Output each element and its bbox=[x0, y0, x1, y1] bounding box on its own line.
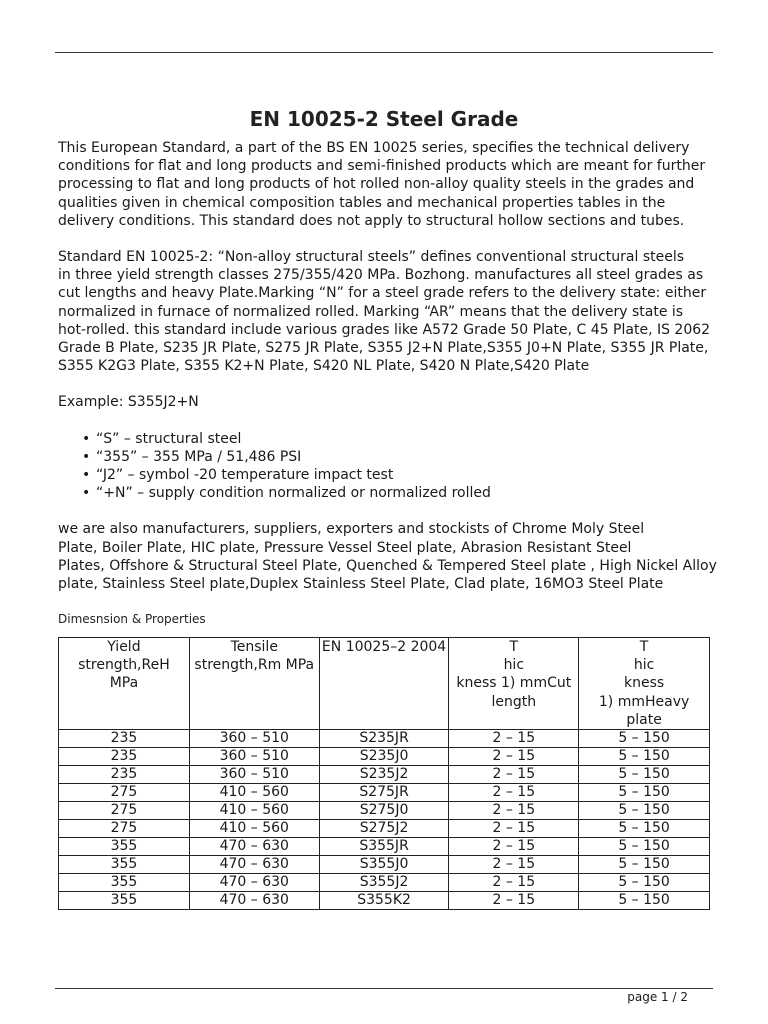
example-bullet-list bbox=[58, 430, 718, 503]
text-line: S355 K2G3 Plate, S355 K2+N Plate, S420 NL Plate, S420 N Plate,S420 Plate bbox=[58, 358, 590, 375]
table-cell: 2 – 15 bbox=[449, 766, 579, 784]
header-rule bbox=[55, 52, 713, 53]
table-row bbox=[59, 856, 710, 874]
table-header-row bbox=[59, 638, 710, 730]
page-number: page 1 / 2 bbox=[627, 990, 688, 1004]
header-line: hic bbox=[633, 657, 655, 674]
example-line: Example: S355J2+N bbox=[58, 394, 199, 411]
header-line: kness 1) mmCut bbox=[456, 675, 572, 692]
table-cell: 275 bbox=[59, 820, 190, 838]
table-cell: 235 bbox=[59, 748, 190, 766]
table-cell: 235 bbox=[59, 766, 190, 784]
column-header-thickness-cut-length bbox=[449, 638, 579, 730]
table-cell: S355J0 bbox=[319, 856, 449, 874]
table-cell: 410 – 560 bbox=[189, 802, 319, 820]
table-cell: 5 – 150 bbox=[579, 874, 710, 892]
text-line: in three yield strength classes 275/355/420 MPa. Bozhong. manufactures all steel grades as bbox=[58, 267, 704, 284]
header-line: 1) mmHeavy bbox=[598, 693, 690, 710]
text-line: processing to flat and long products of hot rolled non-alloy quality steels in the grades and bbox=[58, 176, 695, 193]
table-cell: 5 – 150 bbox=[579, 802, 710, 820]
table-cell: S275J0 bbox=[319, 802, 449, 820]
table-row bbox=[59, 820, 710, 838]
header-line: hic bbox=[503, 657, 525, 674]
list-item: • “355” – 355 MPa / 51,486 PSI bbox=[96, 448, 718, 466]
table-row bbox=[59, 748, 710, 766]
text-line: conditions for flat and long products and semi-finished products which are meant for further bbox=[58, 158, 706, 175]
list-item: • “S” – structural steel bbox=[96, 430, 718, 448]
table-row bbox=[59, 784, 710, 802]
header-line: Tensile bbox=[230, 639, 278, 655]
table-cell: 360 – 510 bbox=[189, 748, 319, 766]
text-line: plate, Stainless Steel plate,Duplex Stainless Steel Plate, Clad plate, 16MO3 Steel Plate bbox=[58, 576, 664, 593]
table-cell: 5 – 150 bbox=[579, 784, 710, 802]
table-cell: 2 – 15 bbox=[449, 802, 579, 820]
header-line: T bbox=[509, 639, 519, 655]
page-title: EN 10025-2 Steel Grade bbox=[249, 107, 519, 132]
table-row bbox=[59, 838, 710, 856]
table-cell: 5 – 150 bbox=[579, 730, 710, 748]
table-cell: 360 – 510 bbox=[189, 766, 319, 784]
intro-paragraph bbox=[58, 139, 718, 230]
text-line: delivery conditions. This standard does not apply to structural hollow sections and tubes. bbox=[58, 212, 685, 229]
footer-rule bbox=[55, 988, 713, 989]
text-line: Grade B Plate, S235 JR Plate, S275 JR Plate, S355 J2+N Plate,S355 J0+N Plate, S355 JR Plate, bbox=[58, 340, 709, 357]
table-cell: 355 bbox=[59, 856, 190, 874]
table-cell: S235J0 bbox=[319, 748, 449, 766]
list-item: • “J2” – symbol -20 temperature impact test bbox=[96, 466, 718, 484]
table-cell: 470 – 630 bbox=[189, 874, 319, 892]
header-line: plate bbox=[626, 711, 662, 728]
text-line: normalized in furnace of normalized rolled. Marking “AR” means that the delivery state is bbox=[58, 303, 684, 320]
column-header-grade bbox=[319, 638, 449, 730]
table-cell: S235J2 bbox=[319, 766, 449, 784]
column-header-tensile bbox=[189, 638, 319, 730]
table-cell: 235 bbox=[59, 730, 190, 748]
table-cell: S235JR bbox=[319, 730, 449, 748]
table-row bbox=[59, 802, 710, 820]
table-cell: 470 – 630 bbox=[189, 838, 319, 856]
manufacturers-paragraph bbox=[58, 520, 718, 593]
table-caption: Dimesnsion & Properties bbox=[58, 612, 206, 626]
text-line: qualities given in chemical composition tables and mechanical properties tables in the bbox=[58, 194, 666, 211]
table-cell: 5 – 150 bbox=[579, 892, 710, 910]
document-body bbox=[58, 139, 718, 593]
header-line: Yield strength,ReH bbox=[78, 639, 170, 674]
header-line: EN 10025–2 2004 bbox=[321, 639, 447, 655]
table-row bbox=[59, 766, 710, 784]
table-cell: S355JR bbox=[319, 838, 449, 856]
table-cell: 2 – 15 bbox=[449, 784, 579, 802]
table-row bbox=[59, 730, 710, 748]
table-cell: 355 bbox=[59, 838, 190, 856]
table-cell: 2 – 15 bbox=[449, 820, 579, 838]
table-cell: 360 – 510 bbox=[189, 730, 319, 748]
list-item: • “+N” – supply condition normalized or normalized rolled bbox=[96, 484, 718, 502]
table-cell: 5 – 150 bbox=[579, 820, 710, 838]
text-line: hot-rolled. this standard include various grades like A572 Grade 50 Plate, C 45 Plate, IS 2062 bbox=[58, 321, 711, 338]
standard-paragraph bbox=[58, 248, 718, 375]
text-line: This European Standard, a part of the BS EN 10025 series, specifies the technical delivery bbox=[58, 140, 690, 156]
table-cell: 5 – 150 bbox=[579, 856, 710, 874]
table-cell: S355J2 bbox=[319, 874, 449, 892]
table-cell: 2 – 15 bbox=[449, 892, 579, 910]
table-cell: 275 bbox=[59, 784, 190, 802]
text-line: cut lengths and heavy Plate.Marking “N” for a steel grade refers to the delivery state: either bbox=[58, 285, 707, 302]
table-cell: 2 – 15 bbox=[449, 874, 579, 892]
text-line: Standard EN 10025-2: “Non-alloy structural steels” defines conventional structural steels bbox=[58, 249, 685, 266]
text-line: we are also manufacturers, suppliers, exporters and stockists of Chrome Moly Steel bbox=[58, 521, 645, 538]
table-cell: 2 – 15 bbox=[449, 730, 579, 748]
header-line: kness bbox=[623, 675, 665, 692]
table-cell: 410 – 560 bbox=[189, 784, 319, 802]
table-cell: 2 – 15 bbox=[449, 838, 579, 856]
table-cell: 5 – 150 bbox=[579, 838, 710, 856]
header-line: strength,Rm MPa bbox=[194, 657, 315, 674]
table-cell: 355 bbox=[59, 874, 190, 892]
table-cell: S275JR bbox=[319, 784, 449, 802]
column-header-yield bbox=[59, 638, 190, 730]
properties-table bbox=[58, 637, 710, 910]
table-cell: 5 – 150 bbox=[579, 748, 710, 766]
text-line: Plate, Boiler Plate, HIC plate, Pressure Vessel Steel plate, Abrasion Resistant Steel bbox=[58, 539, 632, 556]
table-row bbox=[59, 892, 710, 910]
column-header-thickness-heavy-plate bbox=[579, 638, 710, 730]
table-cell: 2 – 15 bbox=[449, 748, 579, 766]
header-line: length bbox=[491, 693, 537, 710]
text-line: Plates, Offshore & Structural Steel Plate, Quenched & Tempered Steel plate , High Nickel Alloy bbox=[58, 557, 717, 574]
table-cell: 2 – 15 bbox=[449, 856, 579, 874]
table-cell: S275J2 bbox=[319, 820, 449, 838]
table-cell: 410 – 560 bbox=[189, 820, 319, 838]
table-cell: 355 bbox=[59, 892, 190, 910]
table-cell: 470 – 630 bbox=[189, 892, 319, 910]
header-line: MPa bbox=[109, 675, 139, 692]
table-cell: 470 – 630 bbox=[189, 856, 319, 874]
table-cell: S355K2 bbox=[319, 892, 449, 910]
header-line: T bbox=[639, 639, 649, 655]
table-cell: 5 – 150 bbox=[579, 766, 710, 784]
table-cell: 275 bbox=[59, 802, 190, 820]
table-row bbox=[59, 874, 710, 892]
